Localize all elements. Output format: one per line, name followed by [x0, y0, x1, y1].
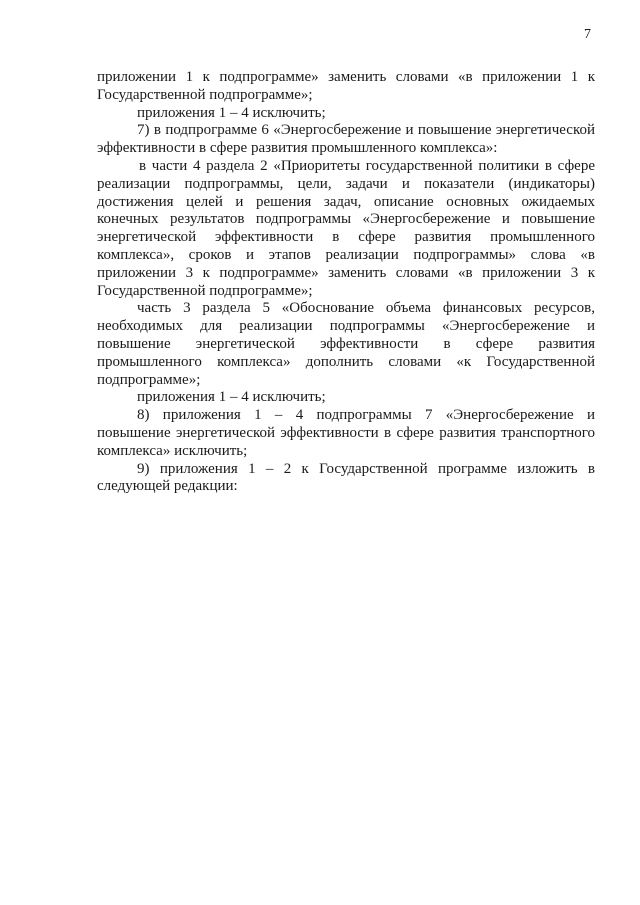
document-body: [97, 69, 595, 496]
paragraph: 8) приложения 1 – 4 подпрограммы 7 «Энергосбережение и повышение энергетической эффективности в сфере развития транспортного комплекса» исключить;: [97, 407, 595, 459]
paragraph: приложения 1 – 4 исключить;: [137, 389, 326, 406]
paragraph: в части 4 раздела 2 «Приоритеты государственной политики в сфере реализации подпрограммы, цели, задачи и показатели (индикаторы) достижения целей и решения задач, описание основных ожидаемых конечных результатов подпрограммы «Энергосбережение и повышение энергетической эффективности в сфере развития промышленного комплекса», сроков и этапов реализации подпрограммы» слова «в приложении 3 к подпрограмме» заменить словами «в приложении 3 к Государственной подпрограмме»;: [97, 157, 595, 299]
paragraph: часть 3 раздела 5 «Обоснование объема финансовых ресурсов, необходимых для реализации подпрограммы «Энергосбережение и повышение энергетической эффективности в сфере развития промышленного комплекса» дополнить словами «к Государственной подпрограмме»;: [97, 300, 595, 388]
paragraph: 7) в подпрограмме 6 «Энергосбережение и повышение энергетической эффективности в сфере развития промышленного комплекса»:: [97, 122, 595, 157]
paragraph: приложении 1 к подпрограмме» заменить словами «в приложении 1 к Государственной подпрограмме»;: [97, 69, 595, 103]
page-number: 7: [584, 27, 591, 42]
paragraph: 9) приложения 1 – 2 к Государственной программе изложить в следующей редакции:: [97, 460, 595, 495]
paragraph: приложения 1 – 4 исключить;: [137, 104, 326, 121]
